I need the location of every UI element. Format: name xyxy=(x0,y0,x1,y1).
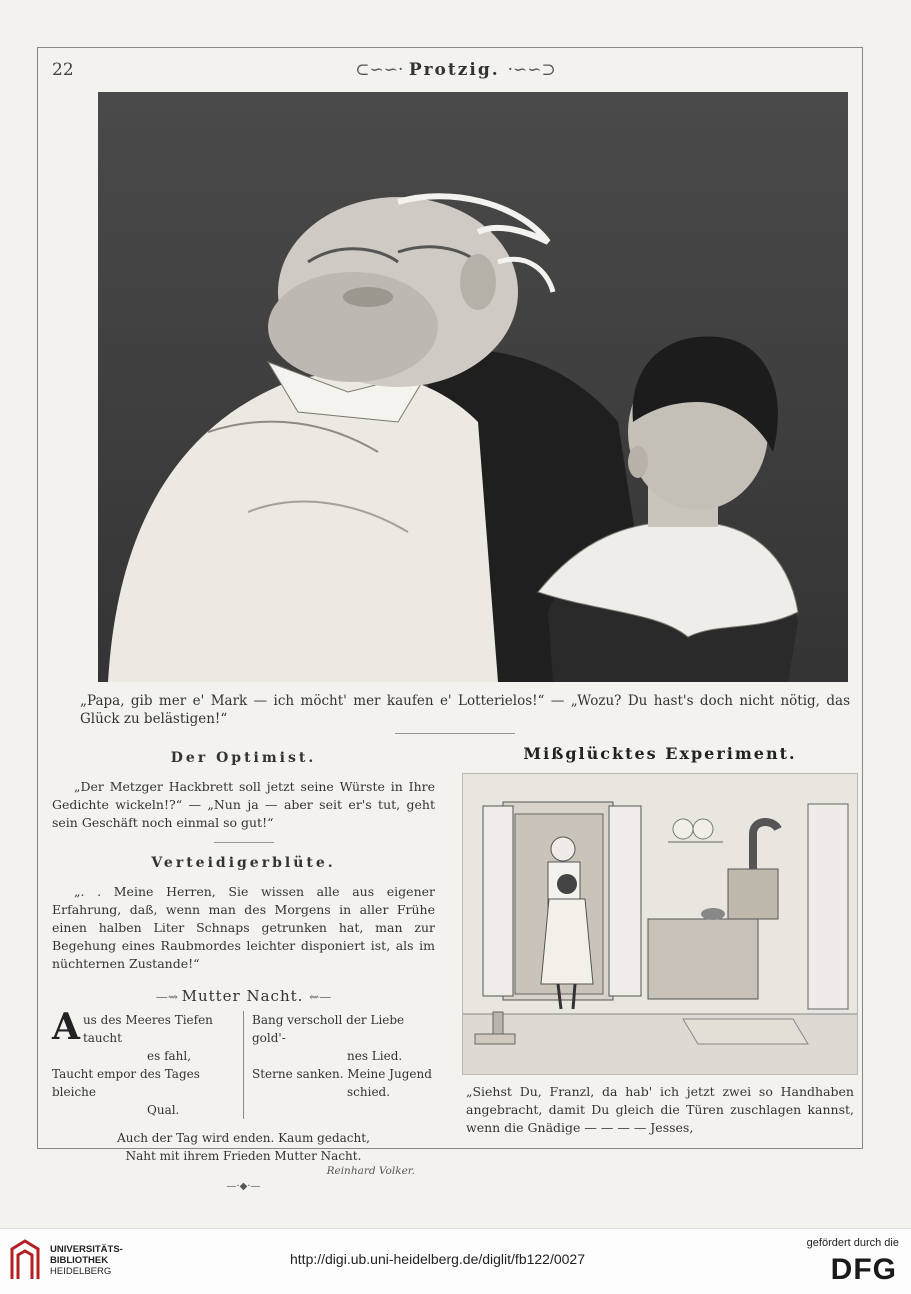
poem-line: Auch der Tag wird enden. Kaum gedacht, xyxy=(117,1131,370,1145)
divider xyxy=(214,842,274,843)
poem-title-text: Mutter Nacht. xyxy=(181,987,304,1005)
experiment-illustration xyxy=(462,773,858,1075)
end-ornament-icon: —·◆·— xyxy=(226,1181,261,1192)
verteidiger-text: „. . Meine Herren, Sie wissen alle aus eigener Erfahrung, daß, wenn man des Morgens in aller Frühe einen halben Liter Schnaps getrunken hat, man zur Begehung eines Raubmordes leichter disponiert ist, als im nüchternen Zustande!“ xyxy=(52,884,435,971)
poem-line: Taucht empor des Tages bleiche xyxy=(52,1067,200,1099)
footer-bar xyxy=(0,1228,911,1294)
left-column xyxy=(52,738,435,1192)
university-logo-icon xyxy=(8,1239,42,1281)
source-url-link[interactable]: http://digi.ub.uni-heidelberg.de/diglit/fb122/0027 xyxy=(290,1251,585,1267)
page-number: 22 xyxy=(52,60,74,80)
kitchen-scene xyxy=(463,774,857,1074)
poem-line: es fahl, xyxy=(147,1049,192,1063)
poem-line: nes Lied. xyxy=(347,1049,403,1063)
library-name xyxy=(50,1244,123,1277)
drop-initial: A xyxy=(52,1006,80,1048)
flourish-left-icon: ⊂∽∽· xyxy=(355,60,409,80)
library-line: HEIDELBERG xyxy=(50,1266,112,1277)
poem-left-column xyxy=(52,1006,244,1119)
poem-title xyxy=(52,987,435,1005)
library-line: UNIVERSITÄTS- xyxy=(50,1244,123,1255)
main-illustration xyxy=(98,92,848,682)
library-line: BIBLIOTHEK xyxy=(50,1255,109,1266)
experiment-title: Mißglücktes Experiment. xyxy=(523,744,797,763)
illustration-father-and-son xyxy=(98,92,848,682)
right-column xyxy=(462,738,858,1137)
arrow-right-icon: ⇜— xyxy=(309,990,332,1004)
caption-rule xyxy=(395,733,515,734)
experiment-caption: „Siehst Du, Franzl, da hab' ich jetzt zwei so Handhaben angebracht, damit Du gleich die Türen zuschlagen kannst, wenn die Gnädige — — — — Jesses, xyxy=(466,1084,854,1135)
verteidiger-title: Verteidigerblüte. xyxy=(151,855,336,871)
main-caption: „Papa, gib mer e' Mark — ich möcht' mer kaufen e' Lotterielos!“ — „Wozu? Du hast's doch nicht nötig, das Glück zu belästigen!“ xyxy=(80,693,850,727)
poem-author: Reinhard Volker. xyxy=(326,1165,415,1177)
poem-line: us des Meeres Tiefen taucht xyxy=(82,1013,213,1045)
flourish-right-icon: ·∽∽⊃ xyxy=(507,60,556,80)
poem-right-column xyxy=(244,1011,435,1119)
running-title xyxy=(0,60,911,80)
optimist-title: Der Optimist. xyxy=(170,750,317,766)
poem-line: Bang verscholl der Liebe gold'- xyxy=(252,1013,405,1045)
poem-line: Qual. xyxy=(147,1103,180,1117)
dfg-note: gefördert durch die xyxy=(806,1237,899,1249)
dfg-logo: DFG xyxy=(830,1253,897,1286)
poem-final-couplet xyxy=(52,1129,435,1165)
arrow-left-icon: —⇝ xyxy=(155,990,182,1004)
poem-line: schied. xyxy=(347,1085,391,1099)
poem-body xyxy=(52,1006,435,1119)
running-title-text: Protzig. xyxy=(408,60,500,80)
optimist-text: „Der Metzger Hackbrett soll jetzt seine Würste in Ihre Gedichte wickeln!?“ — „Nun ja — aber seit er's tut, geht sein Geschäft noch einmal so gut!“ xyxy=(52,779,435,830)
poem-line: Sterne sanken. Meine Jugend xyxy=(252,1067,432,1081)
poem-line: Naht mit ihrem Frieden Mutter Nacht. xyxy=(125,1149,362,1163)
